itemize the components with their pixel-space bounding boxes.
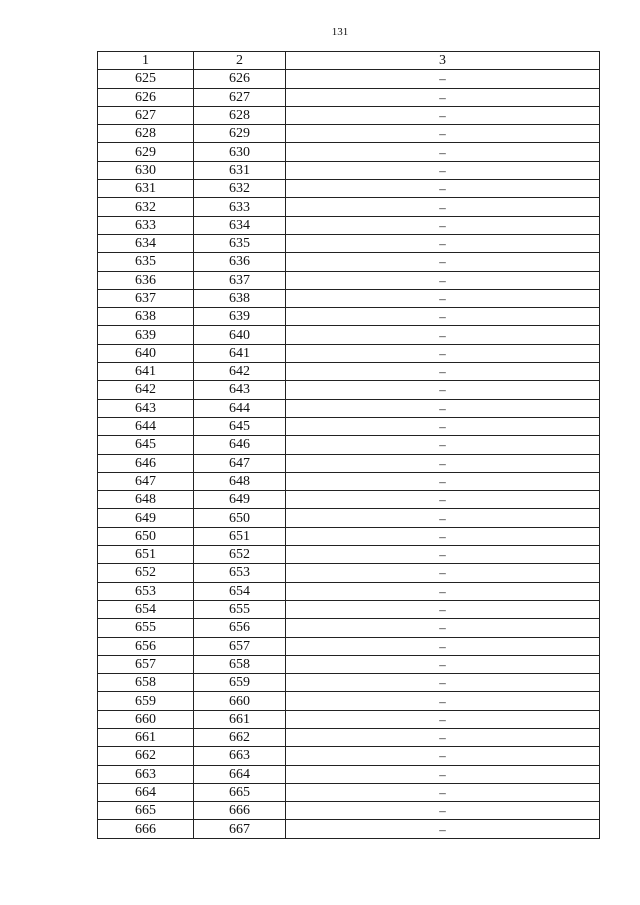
table-cell-col-3: – [286, 271, 600, 289]
table-cell-col-1: 659 [98, 692, 194, 710]
table-cell-col-2: 662 [194, 728, 286, 746]
table-cell-col-3: – [286, 436, 600, 454]
table-row [98, 88, 600, 106]
table-cell-col-3: – [286, 381, 600, 399]
table-cell-col-3: – [286, 600, 600, 618]
table-row [98, 271, 600, 289]
table-cell-col-3: – [286, 70, 600, 88]
table-cell-col-2: 653 [194, 564, 286, 582]
table-cell-col-2: 650 [194, 509, 286, 527]
table-cell-col-2: 635 [194, 234, 286, 252]
table-cell-col-2: 629 [194, 125, 286, 143]
table-row [98, 198, 600, 216]
table-header [98, 52, 600, 70]
table-cell-col-3: – [286, 820, 600, 838]
table-row [98, 344, 600, 362]
table-row [98, 491, 600, 509]
table-cell-col-1: 656 [98, 637, 194, 655]
table-cell-col-1: 625 [98, 70, 194, 88]
table-cell-col-3: – [286, 509, 600, 527]
table-row [98, 143, 600, 161]
header-row [98, 52, 600, 70]
table-row [98, 436, 600, 454]
table-cell-col-1: 637 [98, 289, 194, 307]
table-cell-col-3: – [286, 234, 600, 252]
table-cell-col-3: – [286, 637, 600, 655]
table-cell-col-1: 654 [98, 600, 194, 618]
table-cell-col-2: 645 [194, 417, 286, 435]
table-cell-col-3: – [286, 180, 600, 198]
table-cell-col-2: 630 [194, 143, 286, 161]
table-row [98, 619, 600, 637]
table-cell-col-3: – [286, 527, 600, 545]
table-cell-col-3: – [286, 216, 600, 234]
table-cell-col-1: 628 [98, 125, 194, 143]
table-cell-col-2: 657 [194, 637, 286, 655]
table-cell-col-2: 643 [194, 381, 286, 399]
table-row [98, 692, 600, 710]
table-cell-col-1: 642 [98, 381, 194, 399]
table-cell-col-3: – [286, 289, 600, 307]
table-cell-col-2: 627 [194, 88, 286, 106]
table-cell-col-1: 662 [98, 747, 194, 765]
table-row [98, 216, 600, 234]
table-row [98, 802, 600, 820]
table-row [98, 289, 600, 307]
table-row [98, 180, 600, 198]
table-cell-col-2: 655 [194, 600, 286, 618]
table-row [98, 546, 600, 564]
table-cell-col-3: – [286, 728, 600, 746]
table-cell-col-1: 645 [98, 436, 194, 454]
table-cell-col-1: 652 [98, 564, 194, 582]
table-cell-col-1: 640 [98, 344, 194, 362]
table-cell-col-2: 664 [194, 765, 286, 783]
table-cell-col-1: 653 [98, 582, 194, 600]
table-row [98, 454, 600, 472]
table-cell-col-3: – [286, 655, 600, 673]
table-cell-col-2: 642 [194, 363, 286, 381]
table-body [98, 70, 600, 838]
table-cell-col-2: 665 [194, 783, 286, 801]
table-cell-col-3: – [286, 143, 600, 161]
table-cell-col-3: – [286, 326, 600, 344]
table-row [98, 106, 600, 124]
table-cell-col-3: – [286, 802, 600, 820]
table-cell-col-2: 636 [194, 253, 286, 271]
table-cell-col-1: 646 [98, 454, 194, 472]
table-cell-col-2: 649 [194, 491, 286, 509]
table-row [98, 637, 600, 655]
table-row [98, 527, 600, 545]
table-cell-col-3: – [286, 454, 600, 472]
table-cell-col-2: 626 [194, 70, 286, 88]
table-cell-col-1: 635 [98, 253, 194, 271]
table-cell-col-1: 629 [98, 143, 194, 161]
table-cell-col-2: 634 [194, 216, 286, 234]
table-row [98, 728, 600, 746]
table-cell-col-2: 637 [194, 271, 286, 289]
table-row [98, 253, 600, 271]
table-cell-col-3: – [286, 344, 600, 362]
table-cell-col-1: 665 [98, 802, 194, 820]
table-cell-col-1: 666 [98, 820, 194, 838]
table-cell-col-2: 628 [194, 106, 286, 124]
table-cell-col-3: – [286, 546, 600, 564]
table-cell-col-3: – [286, 582, 600, 600]
column-header-2: 2 [194, 52, 286, 70]
table-cell-col-2: 648 [194, 472, 286, 490]
table-row [98, 600, 600, 618]
table-cell-col-3: – [286, 308, 600, 326]
table-cell-col-1: 647 [98, 472, 194, 490]
table-cell-col-3: – [286, 417, 600, 435]
table-row [98, 125, 600, 143]
table-cell-col-3: – [286, 106, 600, 124]
table-row [98, 70, 600, 88]
page-number: 131 [331, 26, 349, 38]
table-row [98, 308, 600, 326]
table-row [98, 399, 600, 417]
table-cell-col-2: 659 [194, 674, 286, 692]
table-cell-col-3: – [286, 747, 600, 765]
table-cell-col-2: 641 [194, 344, 286, 362]
table-row [98, 381, 600, 399]
table-cell-col-3: – [286, 88, 600, 106]
table-cell-col-1: 655 [98, 619, 194, 637]
table-cell-col-1: 630 [98, 161, 194, 179]
table-cell-col-1: 644 [98, 417, 194, 435]
table-cell-col-3: – [286, 692, 600, 710]
table-cell-col-2: 631 [194, 161, 286, 179]
table-cell-col-1: 626 [98, 88, 194, 106]
table-cell-col-2: 666 [194, 802, 286, 820]
table-row [98, 747, 600, 765]
table-row [98, 564, 600, 582]
table-cell-col-3: – [286, 619, 600, 637]
table-cell-col-2: 651 [194, 527, 286, 545]
table-row [98, 674, 600, 692]
table-row [98, 783, 600, 801]
table-cell-col-2: 658 [194, 655, 286, 673]
table-row [98, 363, 600, 381]
table-row [98, 765, 600, 783]
table-cell-col-3: – [286, 198, 600, 216]
table-cell-col-1: 636 [98, 271, 194, 289]
table-cell-col-3: – [286, 710, 600, 728]
table-cell-col-1: 650 [98, 527, 194, 545]
table-cell-col-1: 643 [98, 399, 194, 417]
table-cell-col-3: – [286, 161, 600, 179]
table-row [98, 820, 600, 838]
table-row [98, 234, 600, 252]
table-cell-col-3: – [286, 783, 600, 801]
table-row [98, 161, 600, 179]
table-cell-col-2: 632 [194, 180, 286, 198]
table-cell-col-1: 632 [98, 198, 194, 216]
data-table [97, 51, 600, 839]
table-row [98, 582, 600, 600]
table-cell-col-2: 646 [194, 436, 286, 454]
table-cell-col-1: 660 [98, 710, 194, 728]
table-cell-col-2: 639 [194, 308, 286, 326]
table-cell-col-2: 638 [194, 289, 286, 307]
table-row [98, 417, 600, 435]
table-cell-col-3: – [286, 564, 600, 582]
table-row [98, 472, 600, 490]
table-cell-col-1: 641 [98, 363, 194, 381]
table-cell-col-2: 661 [194, 710, 286, 728]
table-cell-col-1: 649 [98, 509, 194, 527]
table-cell-col-1: 634 [98, 234, 194, 252]
table-row [98, 326, 600, 344]
table-cell-col-1: 657 [98, 655, 194, 673]
table-cell-col-3: – [286, 765, 600, 783]
table-cell-col-2: 633 [194, 198, 286, 216]
table-cell-col-2: 667 [194, 820, 286, 838]
table-cell-col-2: 644 [194, 399, 286, 417]
column-header-3: 3 [286, 52, 600, 70]
table-cell-col-3: – [286, 399, 600, 417]
table-cell-col-3: – [286, 674, 600, 692]
table-cell-col-2: 660 [194, 692, 286, 710]
table-cell-col-1: 664 [98, 783, 194, 801]
table-cell-col-1: 639 [98, 326, 194, 344]
table-row [98, 655, 600, 673]
table-cell-col-2: 647 [194, 454, 286, 472]
table-cell-col-1: 661 [98, 728, 194, 746]
table-cell-col-2: 654 [194, 582, 286, 600]
table-cell-col-1: 648 [98, 491, 194, 509]
column-header-1: 1 [98, 52, 194, 70]
table-row [98, 710, 600, 728]
table-cell-col-1: 627 [98, 106, 194, 124]
table-row [98, 509, 600, 527]
table-cell-col-2: 652 [194, 546, 286, 564]
table-cell-col-1: 663 [98, 765, 194, 783]
table-cell-col-1: 658 [98, 674, 194, 692]
table-cell-col-3: – [286, 125, 600, 143]
table-cell-col-2: 656 [194, 619, 286, 637]
table-cell-col-1: 651 [98, 546, 194, 564]
table-cell-col-3: – [286, 491, 600, 509]
table-cell-col-2: 640 [194, 326, 286, 344]
table-cell-col-3: – [286, 253, 600, 271]
table-cell-col-2: 663 [194, 747, 286, 765]
table-cell-col-1: 638 [98, 308, 194, 326]
table-cell-col-1: 633 [98, 216, 194, 234]
table-cell-col-1: 631 [98, 180, 194, 198]
table-cell-col-3: – [286, 363, 600, 381]
table-cell-col-3: – [286, 472, 600, 490]
